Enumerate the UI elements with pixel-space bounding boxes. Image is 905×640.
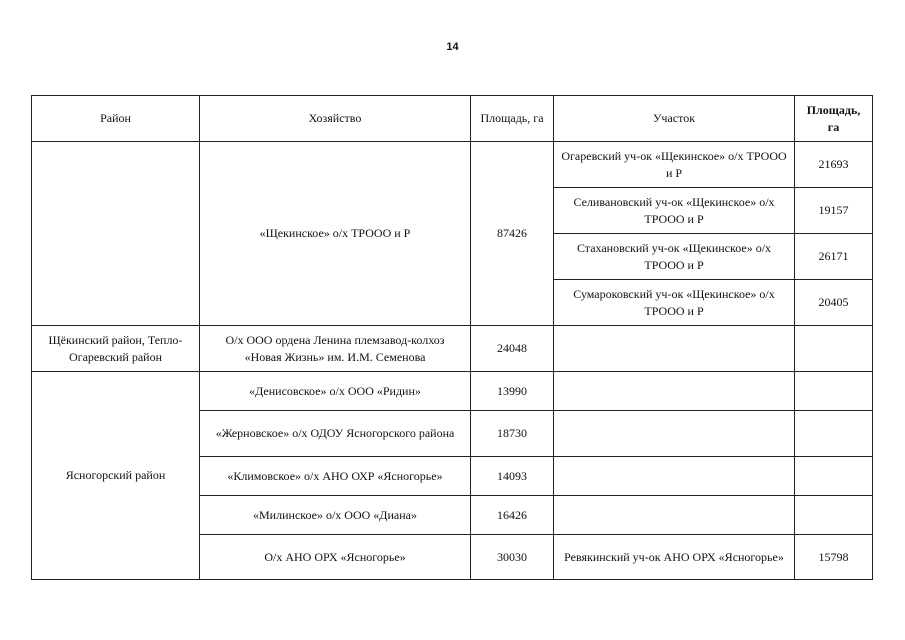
cell-farm: «Милинское» о/х ООО «Диана» — [200, 496, 471, 535]
page-number: 14 — [446, 41, 459, 53]
cell-plot-area — [795, 411, 873, 457]
header-farm: Хозяйство — [200, 96, 471, 142]
header-area: Площадь, га — [471, 96, 554, 142]
header-plot: Участок — [554, 96, 795, 142]
table-header-row — [32, 96, 873, 142]
cell-area: 13990 — [471, 372, 554, 411]
cell-area: 30030 — [471, 535, 554, 580]
table-row — [32, 372, 873, 411]
cell-area: 18730 — [471, 411, 554, 457]
cell-plot-area — [795, 496, 873, 535]
header-district: Район — [32, 96, 200, 142]
cell-plot — [554, 496, 795, 535]
cell-plot — [554, 326, 795, 372]
header-plot-area: Площадь, га — [795, 96, 873, 142]
cell-plot-area — [795, 457, 873, 496]
cell-plot-area: 20405 — [795, 280, 873, 326]
cell-district: Ясногорский район — [32, 372, 200, 580]
cell-farm: «Климовское» о/х АНО ОХР «Ясногорье» — [200, 457, 471, 496]
cell-area: 14093 — [471, 457, 554, 496]
cell-farm: «Жерновское» о/х ОДОУ Ясногорского района — [200, 411, 471, 457]
cell-farm: О/х АНО ОРХ «Ясногорье» — [200, 535, 471, 580]
cell-district — [32, 142, 200, 326]
cell-area: 24048 — [471, 326, 554, 372]
cell-area: 87426 — [471, 142, 554, 326]
cell-plot: Ревякинский уч-ок АНО ОРХ «Ясногорье» — [554, 535, 795, 580]
cell-plot-area — [795, 326, 873, 372]
table-row — [32, 142, 873, 188]
cell-plot: Стахановский уч-ок «Щекинское» о/х ТРООО и Р — [554, 234, 795, 280]
table-row — [32, 326, 873, 372]
cell-district: Щёкинский район, Тепло-Огаревский район — [32, 326, 200, 372]
cell-plot: Огаревский уч-ок «Щекинское» о/х ТРООО и Р — [554, 142, 795, 188]
cell-plot-area: 21693 — [795, 142, 873, 188]
cell-farm: О/х ООО ордена Ленина племзавод-колхоз «Новая Жизнь» им. И.М. Семенова — [200, 326, 471, 372]
cell-plot-area — [795, 372, 873, 411]
cell-plot-area: 19157 — [795, 188, 873, 234]
cell-farm: «Денисовское» о/х ООО «Ридин» — [200, 372, 471, 411]
cell-plot-area: 26171 — [795, 234, 873, 280]
cell-plot — [554, 411, 795, 457]
cell-plot — [554, 372, 795, 411]
land-area-table — [31, 95, 873, 580]
cell-plot — [554, 457, 795, 496]
cell-area: 16426 — [471, 496, 554, 535]
cell-plot: Сумароковский уч-ок «Щекинское» о/х ТРООО и Р — [554, 280, 795, 326]
cell-plot: Селивановский уч-ок «Щекинское» о/х ТРООО и Р — [554, 188, 795, 234]
cell-farm: «Щекинское» о/х ТРООО и Р — [200, 142, 471, 326]
cell-plot-area: 15798 — [795, 535, 873, 580]
